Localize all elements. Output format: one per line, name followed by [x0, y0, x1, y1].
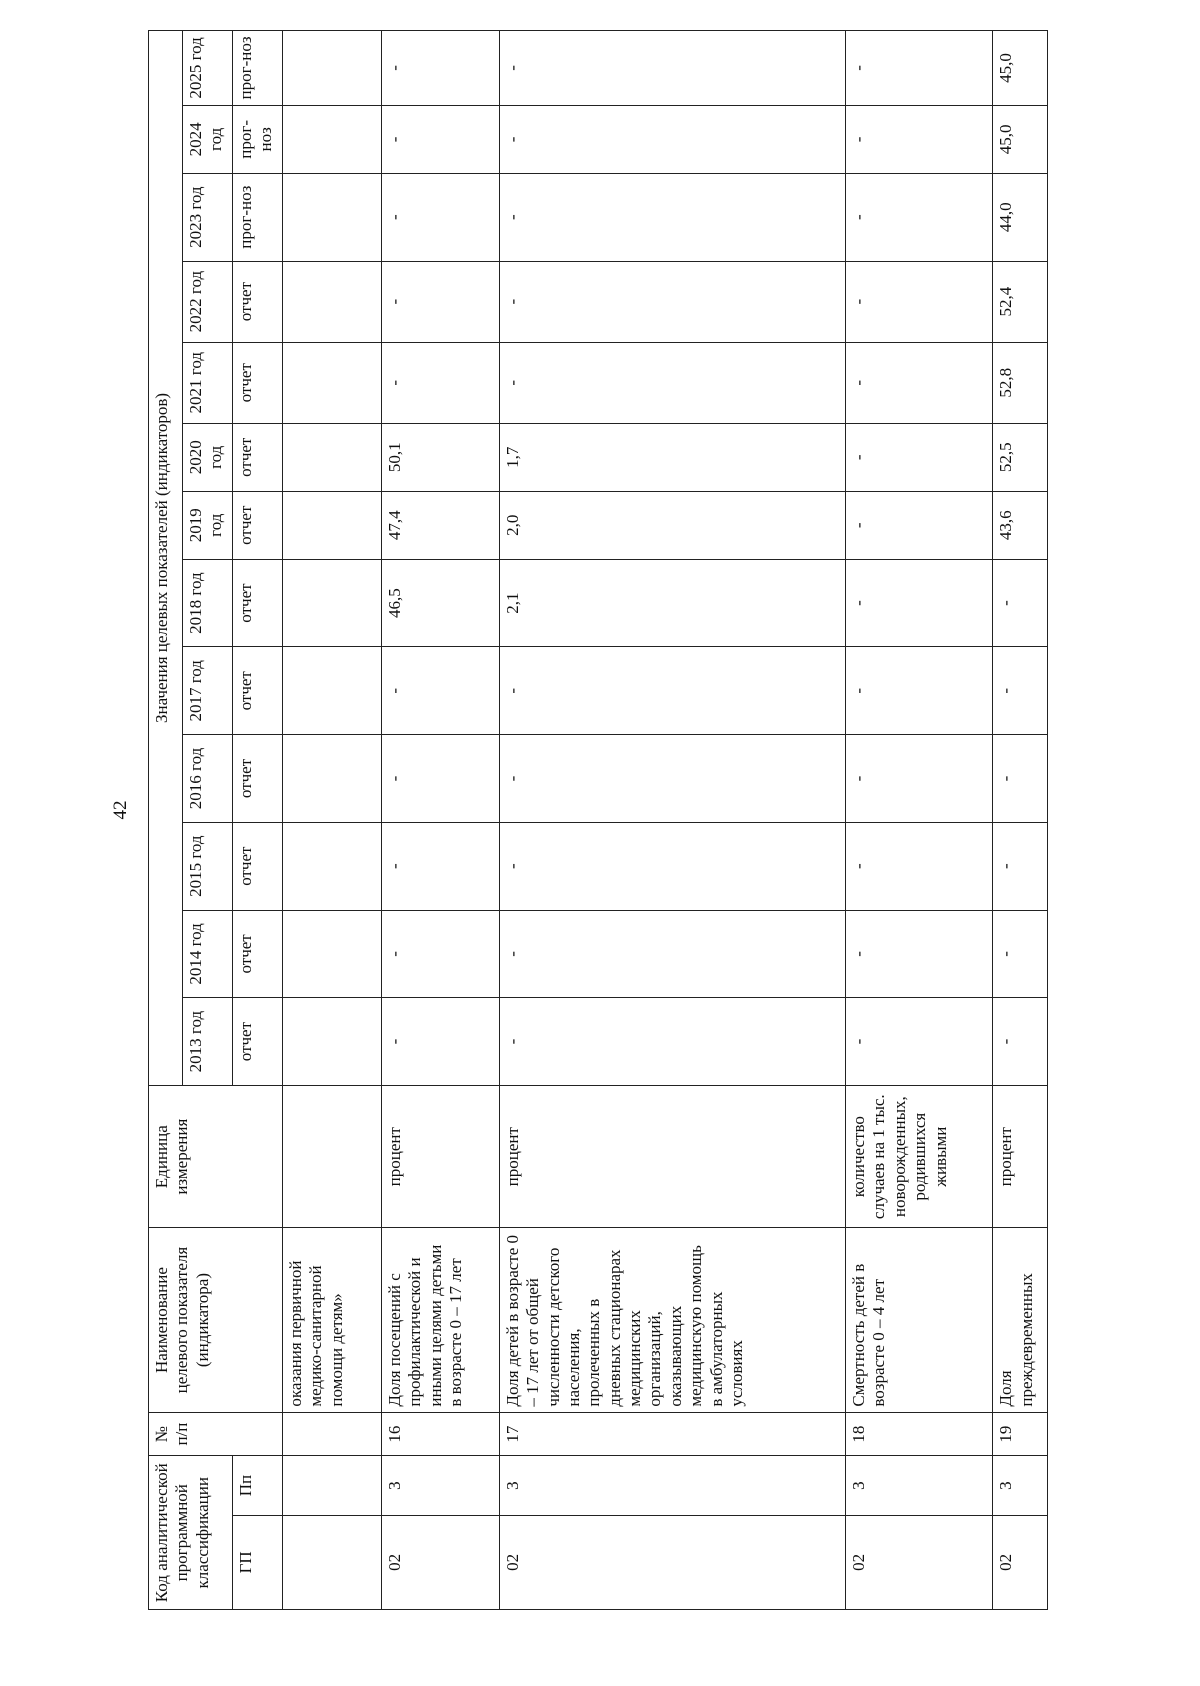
value-cell: -	[845, 342, 992, 423]
indicator-name-cell: Доля детей в возрасте 0 – 17 лет от общей численности детского населения, пролеченных в дневных стационарах медицинских организаций, оказывающих медицинскую помощь в амбулаторных условиях	[499, 1228, 845, 1412]
report-type-header: отчет	[233, 423, 283, 491]
gp-cell: 02	[993, 1515, 1048, 1609]
value-cell	[283, 491, 382, 559]
pp-cell: 3	[993, 1456, 1048, 1515]
value-cell	[283, 342, 382, 423]
value-cell: 45,0	[993, 31, 1048, 106]
year-header: 2017 год	[183, 647, 233, 735]
year-header: 2021 год	[183, 342, 233, 423]
forecast-type-header: прог-ноз	[233, 105, 283, 173]
indicator-name-cell: оказания первичной медико-санитарной помощи детям»	[283, 1228, 382, 1412]
pp-cell: 3	[845, 1456, 992, 1515]
table-row	[499, 31, 845, 1610]
value-cell	[283, 910, 382, 998]
gp-header: ГП	[233, 1515, 283, 1609]
year-header: 2013 год	[183, 998, 233, 1086]
value-cell: 52,8	[993, 342, 1048, 423]
report-type-header: отчет	[233, 342, 283, 423]
gp-cell: 02	[845, 1515, 992, 1609]
value-cell: -	[845, 105, 992, 173]
value-cell	[283, 822, 382, 910]
year-header: 2019 год	[183, 491, 233, 559]
value-cell: -	[845, 735, 992, 823]
report-type-header: отчет	[233, 559, 283, 647]
value-cell	[283, 173, 382, 261]
year-header: 2016 год	[183, 735, 233, 823]
value-cell: -	[499, 822, 845, 910]
forecast-type-header: прог-ноз	[233, 173, 283, 261]
value-cell: 44,0	[993, 173, 1048, 261]
value-cell: -	[845, 559, 992, 647]
value-cell: -	[499, 342, 845, 423]
value-cell: -	[845, 822, 992, 910]
table-row	[993, 31, 1048, 1610]
value-cell: -	[381, 173, 499, 261]
year-header: 2024 год	[183, 105, 233, 173]
value-cell: -	[845, 173, 992, 261]
table-row	[283, 31, 382, 1610]
num-cell: 19	[993, 1412, 1048, 1456]
name-header: Наименование целевого показателя (индикатора)	[149, 1228, 283, 1412]
values-group-header: Значения целевых показателей (индикаторов)	[149, 31, 183, 1086]
value-cell	[283, 559, 382, 647]
value-cell: -	[993, 735, 1048, 823]
value-cell: -	[499, 261, 845, 342]
year-header: 2014 год	[183, 910, 233, 998]
pp-header: Пп	[233, 1456, 283, 1515]
report-type-header: отчет	[233, 822, 283, 910]
value-cell: -	[993, 910, 1048, 998]
value-cell	[283, 105, 382, 173]
gp-cell	[283, 1515, 382, 1609]
value-cell: -	[845, 491, 992, 559]
year-header: 2018 год	[183, 559, 233, 647]
value-cell: 47,4	[381, 491, 499, 559]
value-cell: -	[499, 735, 845, 823]
code-group-header: Код аналитической программной классификации	[149, 1456, 233, 1610]
value-cell: -	[381, 31, 499, 106]
table-row	[381, 31, 499, 1610]
num-cell	[283, 1412, 382, 1456]
table-body	[283, 31, 1048, 1610]
indicator-name-cell: Доля посещений с профилактической и иными целями детьми в возрасте 0 – 17 лет	[381, 1228, 499, 1412]
value-cell: -	[381, 647, 499, 735]
indicator-name-cell: Смертность детей в возрасте 0 – 4 лет	[845, 1228, 992, 1412]
value-cell: 52,5	[993, 423, 1048, 491]
value-cell: -	[499, 998, 845, 1086]
value-cell: -	[845, 998, 992, 1086]
indicator-name-cell: Доля преждевременных	[993, 1228, 1048, 1412]
value-cell	[283, 998, 382, 1086]
value-cell: -	[381, 998, 499, 1086]
gp-cell: 02	[381, 1515, 499, 1609]
unit-cell	[283, 1085, 382, 1228]
value-cell: -	[381, 105, 499, 173]
value-cell: 1,7	[499, 423, 845, 491]
value-cell: -	[381, 261, 499, 342]
value-cell: -	[381, 822, 499, 910]
num-cell: 17	[499, 1412, 845, 1456]
value-cell: -	[993, 998, 1048, 1086]
value-cell: -	[499, 647, 845, 735]
page-number: 42	[110, 800, 131, 820]
value-cell: -	[845, 423, 992, 491]
value-cell: -	[499, 31, 845, 106]
value-cell: -	[499, 910, 845, 998]
report-type-header: отчет	[233, 910, 283, 998]
value-cell: -	[499, 173, 845, 261]
rotated-table-wrapper	[148, 30, 1048, 1610]
year-header: 2020 год	[183, 423, 233, 491]
unit-header: Единица измерения	[149, 1085, 283, 1228]
value-cell: 52,4	[993, 261, 1048, 342]
table-row	[845, 31, 992, 1610]
pp-cell: 3	[381, 1456, 499, 1515]
value-cell	[283, 735, 382, 823]
report-type-header: отчет	[233, 998, 283, 1086]
report-type-header: отчет	[233, 647, 283, 735]
unit-cell: процент	[993, 1085, 1048, 1228]
indicators-table	[148, 30, 1048, 1610]
unit-cell: количество случаев на 1 тыс. новорожденных, родившихся живыми	[845, 1085, 992, 1228]
year-header: 2015 год	[183, 822, 233, 910]
value-cell: -	[845, 261, 992, 342]
value-cell: -	[499, 105, 845, 173]
unit-cell: процент	[499, 1085, 845, 1228]
num-header: № п/п	[149, 1412, 283, 1456]
value-cell	[283, 647, 382, 735]
value-cell: -	[381, 735, 499, 823]
report-type-header: отчет	[233, 491, 283, 559]
year-header: 2025 год	[183, 31, 233, 106]
forecast-type-header: прог-ноз	[233, 31, 283, 106]
num-cell: 18	[845, 1412, 992, 1456]
num-cell: 16	[381, 1412, 499, 1456]
value-cell: -	[381, 342, 499, 423]
value-cell	[283, 423, 382, 491]
pp-cell: 3	[499, 1456, 845, 1515]
value-cell: 45,0	[993, 105, 1048, 173]
pp-cell	[283, 1456, 382, 1515]
value-cell: -	[845, 31, 992, 106]
report-type-header: отчет	[233, 261, 283, 342]
unit-cell: процент	[381, 1085, 499, 1228]
value-cell: -	[993, 559, 1048, 647]
value-cell: -	[845, 647, 992, 735]
value-cell: -	[381, 910, 499, 998]
value-cell: 2,1	[499, 559, 845, 647]
gp-cell: 02	[499, 1515, 845, 1609]
value-cell: 50,1	[381, 423, 499, 491]
value-cell: 46,5	[381, 559, 499, 647]
value-cell: -	[993, 822, 1048, 910]
year-header: 2022 год	[183, 261, 233, 342]
value-cell: -	[993, 647, 1048, 735]
report-type-header: отчет	[233, 735, 283, 823]
value-cell: 2,0	[499, 491, 845, 559]
value-cell	[283, 31, 382, 106]
value-cell	[283, 261, 382, 342]
year-header: 2023 год	[183, 173, 233, 261]
value-cell: 43,6	[993, 491, 1048, 559]
value-cell: -	[845, 910, 992, 998]
